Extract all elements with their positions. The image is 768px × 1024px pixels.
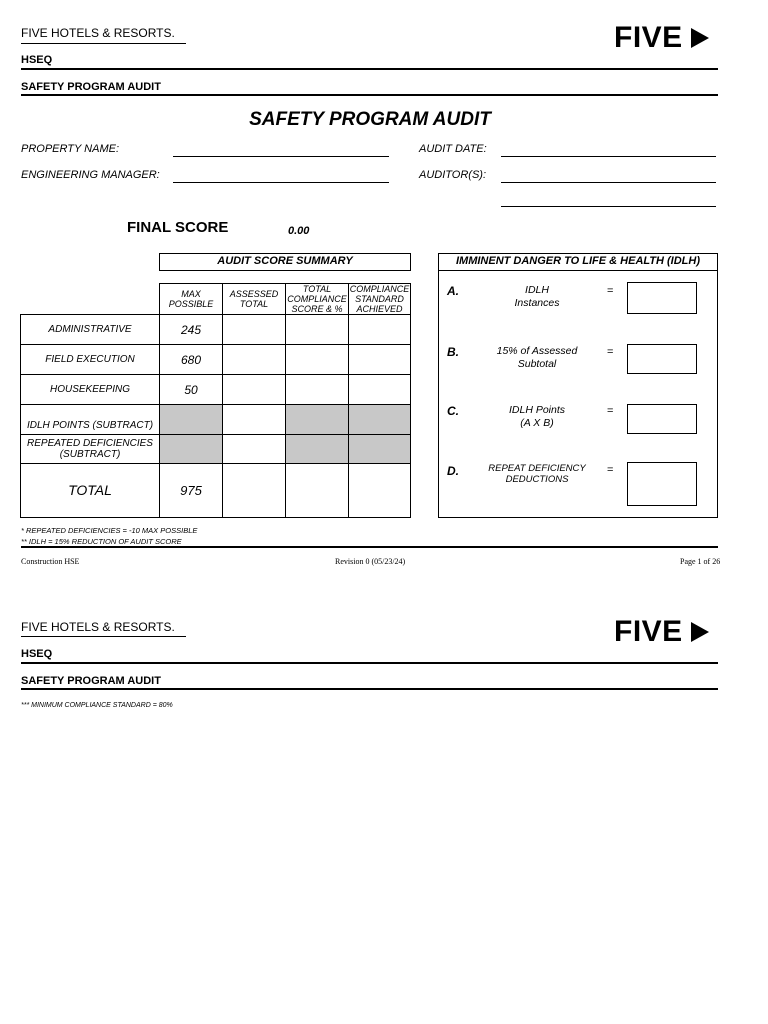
row-label-administrative: ADMINISTRATIVE: [20, 314, 160, 345]
final-score-value: 0.00: [288, 225, 310, 237]
play-triangle-icon: [691, 622, 709, 642]
idlh-letter-a: A.: [447, 284, 459, 298]
idlh-eq-b: =: [607, 346, 614, 358]
auditors-field[interactable]: [501, 182, 716, 183]
score-total[interactable]: [285, 463, 349, 518]
note-idlh: ** IDLH = 15% REDUCTION OF AUDIT SCORE: [21, 537, 182, 546]
achieved-field-execution[interactable]: [348, 344, 411, 375]
max-field-execution: 680: [159, 344, 223, 375]
max-administrative: 245: [159, 314, 223, 345]
dept-label-page2: HSEQ: [21, 648, 53, 660]
achieved-administrative[interactable]: [348, 314, 411, 345]
row-label-total: TOTAL: [20, 463, 160, 518]
logo-text: FIVE: [614, 615, 683, 648]
property-name-label: PROPERTY NAME:: [21, 143, 120, 155]
page-title: SAFETY PROGRAM AUDIT: [249, 109, 491, 130]
achieved-repeated-deficiencies: [348, 434, 411, 464]
assessed-field-execution[interactable]: [222, 344, 286, 375]
engineering-manager-label: ENGINEERING MANAGER:: [21, 169, 160, 181]
divider: [21, 546, 718, 548]
idlh-eq-d: =: [607, 464, 614, 476]
col-header-assessed: ASSESSED TOTAL: [222, 283, 286, 315]
divider: [21, 43, 186, 44]
footer-revision: Revision 0 (05/23/24): [335, 557, 406, 566]
max-total: 975: [159, 463, 223, 518]
idlh-input-a[interactable]: [627, 282, 697, 314]
subheader-page2: SAFETY PROGRAM AUDIT: [21, 675, 161, 687]
assessed-housekeeping[interactable]: [222, 374, 286, 405]
footer-left: Construction HSE: [21, 557, 80, 566]
note-repeated-deficiencies: * REPEATED DEFICIENCIES = -10 MAX POSSIBLE: [21, 526, 198, 535]
col-header-max: MAX POSSIBLE: [159, 283, 223, 315]
company-name-page2: FIVE HOTELS & RESORTS.: [21, 620, 175, 634]
logo-text: FIVE: [614, 21, 683, 54]
idlh-text-b: 15% of Assessed Subtotal: [496, 345, 578, 370]
idlh-title: IMMINENT DANGER TO LIFE & HEALTH (IDLH): [438, 253, 718, 271]
idlh-input-d[interactable]: [627, 462, 697, 506]
divider: [21, 636, 186, 637]
idlh-eq-a: =: [607, 285, 614, 297]
idlh-letter-c: C.: [447, 404, 459, 418]
assessed-idlh-points[interactable]: [222, 404, 286, 435]
idlh-text-d: REPEAT DEFICIENCY DEDUCTIONS: [488, 463, 586, 485]
assessed-repeated-deficiencies[interactable]: [222, 434, 286, 464]
divider: [21, 94, 718, 96]
achieved-idlh-points: [348, 404, 411, 435]
score-housekeeping[interactable]: [285, 374, 349, 405]
engineering-manager-field[interactable]: [173, 182, 389, 183]
audit-date-field[interactable]: [501, 156, 716, 157]
achieved-total[interactable]: [348, 463, 411, 518]
subheader: SAFETY PROGRAM AUDIT: [21, 81, 161, 93]
score-administrative[interactable]: [285, 314, 349, 345]
dept-label: HSEQ: [21, 54, 53, 66]
score-field-execution[interactable]: [285, 344, 349, 375]
final-score-label: FINAL SCORE: [127, 219, 229, 236]
five-logo-page2: [614, 615, 709, 649]
row-label-repeated-deficiencies: REPEATED DEFICIENCIES (SUBTRACT): [20, 434, 160, 464]
col-header-standard-achieved: COMPLIANCE STANDARD ACHIEVED: [349, 284, 410, 314]
score-repeated-deficiencies: [285, 434, 349, 464]
summary-title: AUDIT SCORE SUMMARY: [159, 253, 411, 271]
auditors-field-2[interactable]: [501, 206, 716, 207]
footer-page-number: Page 1 of 26: [680, 557, 721, 566]
max-housekeeping: 50: [159, 374, 223, 405]
play-triangle-icon: [691, 28, 709, 48]
row-label-idlh-points: IDLH POINTS (SUBTRACT): [20, 404, 160, 435]
max-repeated-deficiencies: [159, 434, 223, 464]
divider: [21, 688, 718, 690]
divider: [21, 68, 718, 70]
company-name: FIVE HOTELS & RESORTS.: [21, 26, 175, 40]
col-header-compliance-score: TOTAL COMPLIANCE SCORE & %: [285, 283, 349, 315]
max-idlh-points: [159, 404, 223, 435]
five-logo: [614, 21, 709, 55]
idlh-input-b[interactable]: [627, 344, 697, 374]
row-label-field-execution: FIELD EXECUTION: [20, 344, 160, 375]
assessed-total[interactable]: [222, 463, 286, 518]
auditors-label: AUDITOR(S):: [419, 169, 487, 181]
audit-date-label: AUDIT DATE:: [419, 143, 487, 155]
idlh-letter-d: D.: [447, 464, 459, 478]
idlh-input-c[interactable]: [627, 404, 697, 434]
property-name-field[interactable]: [173, 156, 389, 157]
idlh-text-a: IDLH Instances: [514, 284, 560, 309]
achieved-housekeeping[interactable]: [348, 374, 411, 405]
idlh-letter-b: B.: [447, 345, 459, 359]
assessed-administrative[interactable]: [222, 314, 286, 345]
minimum-compliance-note: *** MINIMUM COMPLIANCE STANDARD = 80%: [21, 702, 173, 709]
score-idlh-points: [285, 404, 349, 435]
idlh-text-c: IDLH Points (A X B): [508, 404, 566, 429]
idlh-eq-c: =: [607, 405, 614, 417]
row-label-housekeeping: HOUSEKEEPING: [20, 374, 160, 405]
divider: [21, 662, 718, 664]
